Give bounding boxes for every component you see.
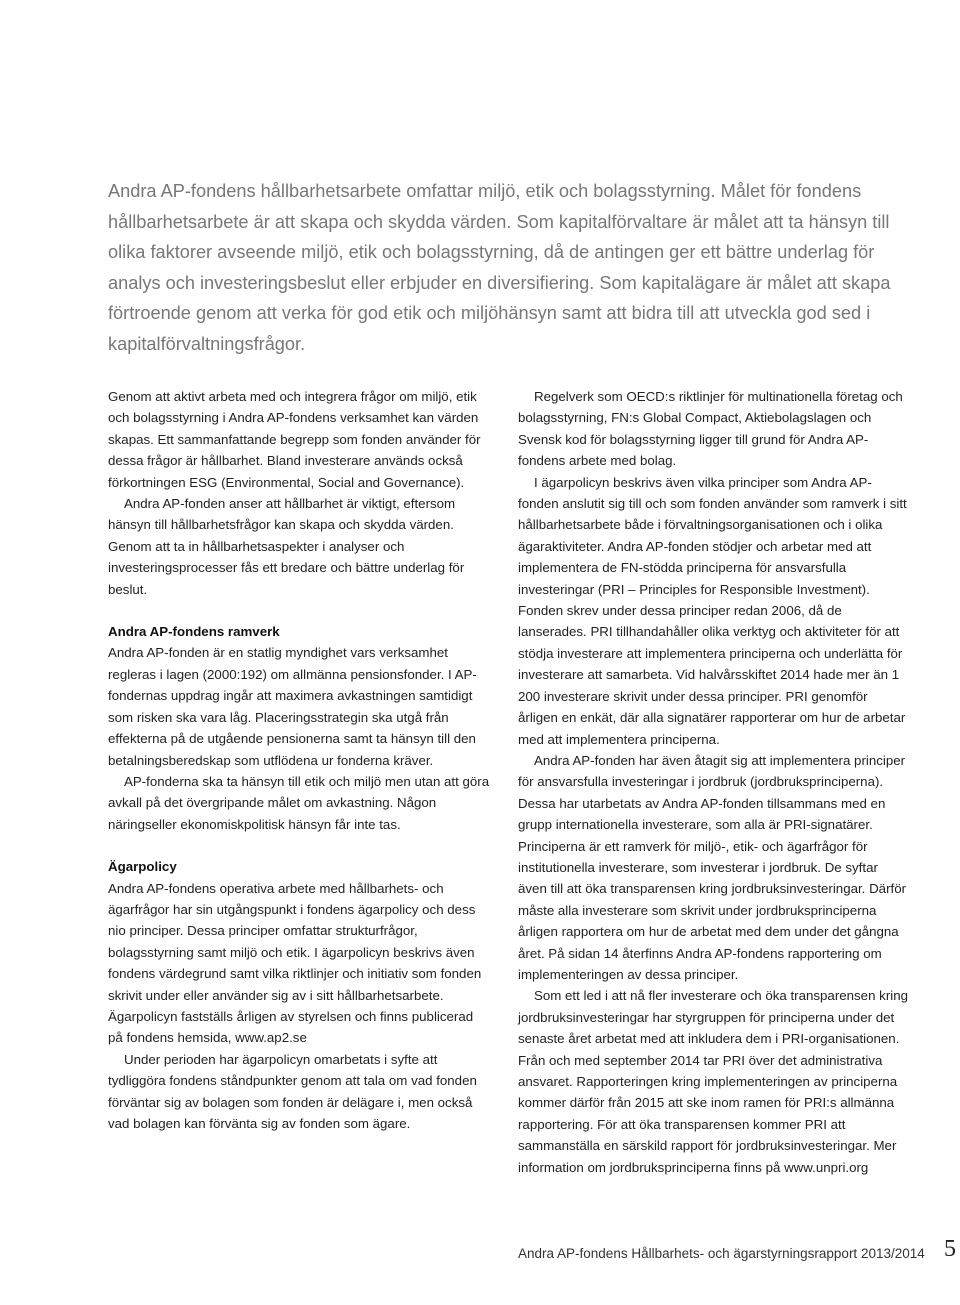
right-paragraph-regelverk: Regelverk som OECD:s riktlinjer för multinationella företag och bolagsstyrning, FN:s Global Compact, Aktiebolagslagen och Svensk kod för bolagsstyrning ligger till grund för Andra AP-fondens arbete med bolag. xyxy=(518,389,903,469)
right-paragraph-transparens: Som ett led i att nå fler investerare och öka transparensen kring jordbruksinvesteringar har styrgruppen för principerna under det senaste året arbetat med att inkludera dem i PRI-organisationen. Från och med september 2014 tar PRI över det administrativa ansvaret. Rapporteringen kring implementeringen av principerna kommer därför från 2015 att ske inom ramen för PRI:s allmänna rapportering. För att öka transparensen kommer PRI att sammanställa en särskild rapport för jordbruksinvesteringar. Mer information om jordbruksprinciperna finns på www.unpri.org xyxy=(518,988,908,1175)
left-paragraph-ramverk: Andra AP-fonden är en statlig myndighet vars verksamhet regleras i lagen (2000:192) om allmänna pensionsfonder. I AP-fondernas uppdrag ingår att maximera avkastningen samtidigt som risken ska vara låg. Placeringsstrategin ska utgå från effekterna på de utgående pensionerna samt ta hänsyn till den betalningsberedskap som utflödena ur fonderna kräver. xyxy=(108,645,477,768)
left-paragraph-etik-miljo: AP-fonderna ska ta hänsyn till etik och miljö men utan att göra avkall på det övergripande målet om avkastning. Någon näringseller ekonomiskpolitisk hänsyn får inte tas. xyxy=(108,773,490,832)
left-paragraph-omarbetning: Under perioden har ägarpolicyn omarbetats i syfte att tydliggöra fondens ståndpunkter genom att tala om vad fonden förväntar sig av bolagen som fonden är delägare i, men också vad bolagen kan förvänta sig av fonden som ägare. xyxy=(108,1051,477,1131)
left-paragraph-esg: Genom att aktivt arbeta med och integrera frågor om miljö, etik och bolagsstyrning i Andra AP-fondens verksamhet kan värden skapas. Ett sammanfattande begrepp som fonden använder för dessa frågor är hållbarhet. Bland investerare används också förkortningen ESG (Environmental, Social and Governance). xyxy=(108,389,481,490)
left-paragraph-agarpolicy: Andra AP-fondens operativa arbete med hållbarhets- och ägarfrågor har sin utgångspunkt i fondens ägarpolicy och dess nio principer. Dessa principer omfattar strukturfrågor, bolagsstyrning samt miljö och etik. I ägarpolicyn beskrivs även fondens värdegrund samt vilka riktlinjer och initiativ som fonden skrivit under eller använder sig av i sitt hållbarhetsarbete. Ägarpolicyn fastställs årligen av styrelsen och finns publicerad på fondens hemsida, www.ap2.se xyxy=(108,880,482,1046)
heading-agarpolicy: Ägarpolicy xyxy=(108,859,177,875)
left-column xyxy=(108,386,490,1134)
left-paragraph-value: Andra AP-fonden anser att hållbarhet är viktigt, eftersom hänsyn till hållbarhetsfrågor kan skapa och skydda värden. Genom att ta in hållbarhetsaspekter i analyser och investeringsprocesser fås ett bredare och bättre underlag för beslut. xyxy=(108,496,465,597)
footer-report-title: Andra AP-fondens Hållbarhets- och ägarstyrningsrapport 2013/2014 xyxy=(518,1246,925,1261)
right-paragraph-jordbruk: Andra AP-fonden har även åtagit sig att implementera principer för ansvarsfulla investeringar i jordbruk (jordbruksprinciperna). Dessa har utarbetats av Andra AP-fonden tillsammans med en grupp internationella investerare, som alla är PRI-signatärer. Principerna är ett ramverk för miljö-, etik- och ägarfrågor för institutionella investerare, som investerar i jordbruk. De syftar även till att öka transparensen kring jordbruksinvesteringar. Därför måste alla investerare som skrivit under jordbruksprinciperna årligen rapportera om hur de arbetat med dem under det gångna året. På sidan 14 återfinns Andra AP-fondens rapportering om implementeringen av dessa principer. xyxy=(518,752,907,982)
page-number: 5 xyxy=(944,1236,956,1262)
intro-paragraph: Andra AP-fondens hållbarhetsarbete omfattar miljö, etik och bolagsstyrning. Målet för fondens hållbarhetsarbete är att skapa och skydda värden. Som kapitalförvaltare är målet att ta hänsyn till olika faktorer avseende miljö, etik och bolagsstyrning, då de antingen ger ett bättre underlag för analys och investeringsbeslut eller erbjuder en diversifiering. Som kapitalägare är målet att skapa förtroende genom att verka för god etik och miljöhänsyn samt att bidra till att utveckla god sed i kapitalförvaltningsfrågor. xyxy=(108,181,891,354)
right-column xyxy=(518,386,910,1178)
heading-ramverk: Andra AP-fondens ramverk xyxy=(108,624,280,640)
right-paragraph-pri: I ägarpolicyn beskrivs även vilka principer som Andra AP-fonden anslutit sig till och som fonden använder som ramverk i sitt hållbarhetsarbete både i förvaltningsorganisationen och i olika ägaraktiviteter. Andra AP-fonden stödjer och arbetar med att implementera de FN-stödda principerna för ansvarsfulla investeringar (PRI – Principles for Responsible Investment). Fonden skrev under dessa principer redan 2006, då de lanserades. PRI tillhandahåller olika verktyg och aktiviteter för att stödja investerare att implementera principerna och underlätta för investerare att samarbeta. Vid halvårsskiftet 2014 hade mer än 1 200 investerare skrivit under dessa principer. PRI genomför årligen en enkät, där alla signatärer rapporterar om hur de arbetar med att implementera principerna. xyxy=(518,474,907,747)
